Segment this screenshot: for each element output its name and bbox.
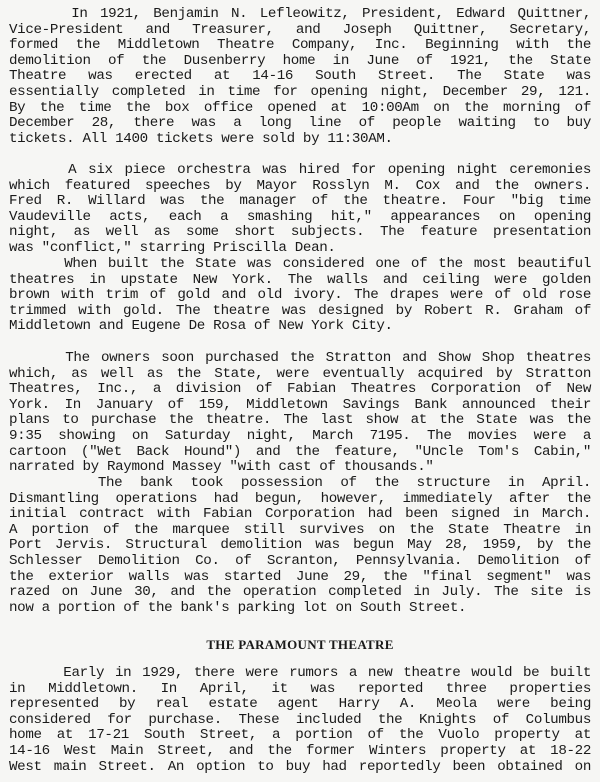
section-heading: THE PARAMOUNT THEATRE [206,637,394,652]
text-line: home at 17-21 South Street, a portion of the Vuolo property at [9,727,591,744]
text-line: In 1921, Benjamin N. Lefleowitz, President, Edward Quittner, [9,6,591,22]
paragraph-demolition [9,476,591,616]
paragraph-ownership-change [9,351,591,476]
text-line: Theatres, Inc., a division of Fabian Theatres Corporation of New [9,381,591,398]
paragraph-opening-night [9,163,591,257]
text-line: which featured speeches by Mayor Rosslyn M. Cox and the owners. [9,177,591,194]
text-line: theatres in upstate New York. The walls and ceiling were golden [9,271,591,288]
text-line: Early in 1929, there were rumors a new theatre would be built [9,665,591,681]
text-line: tickets. All 1400 tickets were sold by 11:30AM. [9,130,393,147]
text-line: initial contract with Fabian Corporation had been signed in March. [9,506,591,523]
text-line: When built the State was considered one of the most beautiful [9,256,591,272]
text-line: Theatre was erected at 14-16 South Street. The State was [9,68,591,85]
text-line: the exterior walls was started June 29, the "final segment" was [9,568,591,585]
text-line: December 28, there was a long line of people waiting to buy [9,115,591,132]
text-line: 14-16 West Main Street, and the former Winters property at 18-22 [9,742,591,759]
text-line: Vice-President and Treasurer, and Joseph Quittner, Secretary, [9,21,591,38]
text-line: plans to purchase the theatre. The last show at the State was the [9,412,591,429]
text-line: A six piece orchestra was hired for opening night ceremonies [9,162,591,178]
text-line: now a portion of the bank's parking lot on South Street. [9,599,467,616]
text-line: By the time the box office opened at 10:00Am on the morning of [9,99,591,116]
text-line: trimmed with gold. The theatre was designed by Robert R. Graham of [9,302,591,319]
paragraph-paramount-rumors [9,666,591,775]
text-line: in Middletown. In April, it was reported three properties [9,680,591,697]
text-line: 9:35 showing on Saturday night, March 7195. The movies were a [9,427,591,444]
text-line: Fred R. Willard was the manager of the theatre. Four "big time [9,193,591,210]
text-line: Middletown and Eugene De Rosa of New York City. [9,318,393,335]
text-line: considered for purchase. These included the Knights of Columbus [9,711,591,728]
text-line: Dismantling operations had begun, however, immediately after the [9,490,591,507]
text-line: narrated by Raymond Massey "with cast of thousands." [9,459,434,476]
text-line: A portion of the marquee still survives on the State Theatre in [9,521,591,538]
text-line: essentially completed in time for opening night, December 29, 121. [9,83,591,100]
text-line: represented by real estate agent Harry A. Meola were being [9,696,591,713]
paragraph-state-theatre-founding [9,7,591,147]
text-line: razed on June 30, and the operation completed in July. The site is [9,584,591,601]
text-line: was "conflict," starring Priscilla Dean. [9,239,336,256]
text-line: demolition of the Dusenberry home in June of 1921, the State [9,52,591,69]
text-line: The bank took possession of the structure in April. [9,475,591,491]
text-line: York. In January of 159, Middletown Savings Bank announced their [9,396,591,413]
text-line: brown with trim of gold and old ivory. The drapes were of old rose [9,287,591,304]
text-line: The owners soon purchased the Stratton and Show Shop theatres [9,350,591,366]
text-line: cartoon ("Wet Back Hound") and the feature, "Uncle Tom's Cabin," [9,443,591,460]
text-line: West main Street. An option to buy had reportedly been obtained on [9,758,591,775]
text-line: Vaudeville acts, each a smashing hit," appearances on opening [9,208,591,225]
text-line: which, as well as the State, were eventually acquired by Stratton [9,365,591,382]
text-line: Schlesser Demolition Co. of Scranton, Pennsylvania. Demolition of [9,552,591,569]
text-line: Port Jervis. Structural demolition was begun May 28, 1959, by the [9,537,591,554]
text-line: formed the Middletown Theatre Company, Inc. Beginning with the [9,37,591,54]
paragraph-theatre-design [9,257,591,335]
text-line: night, as well as some short subjects. The feature presentation [9,224,591,241]
